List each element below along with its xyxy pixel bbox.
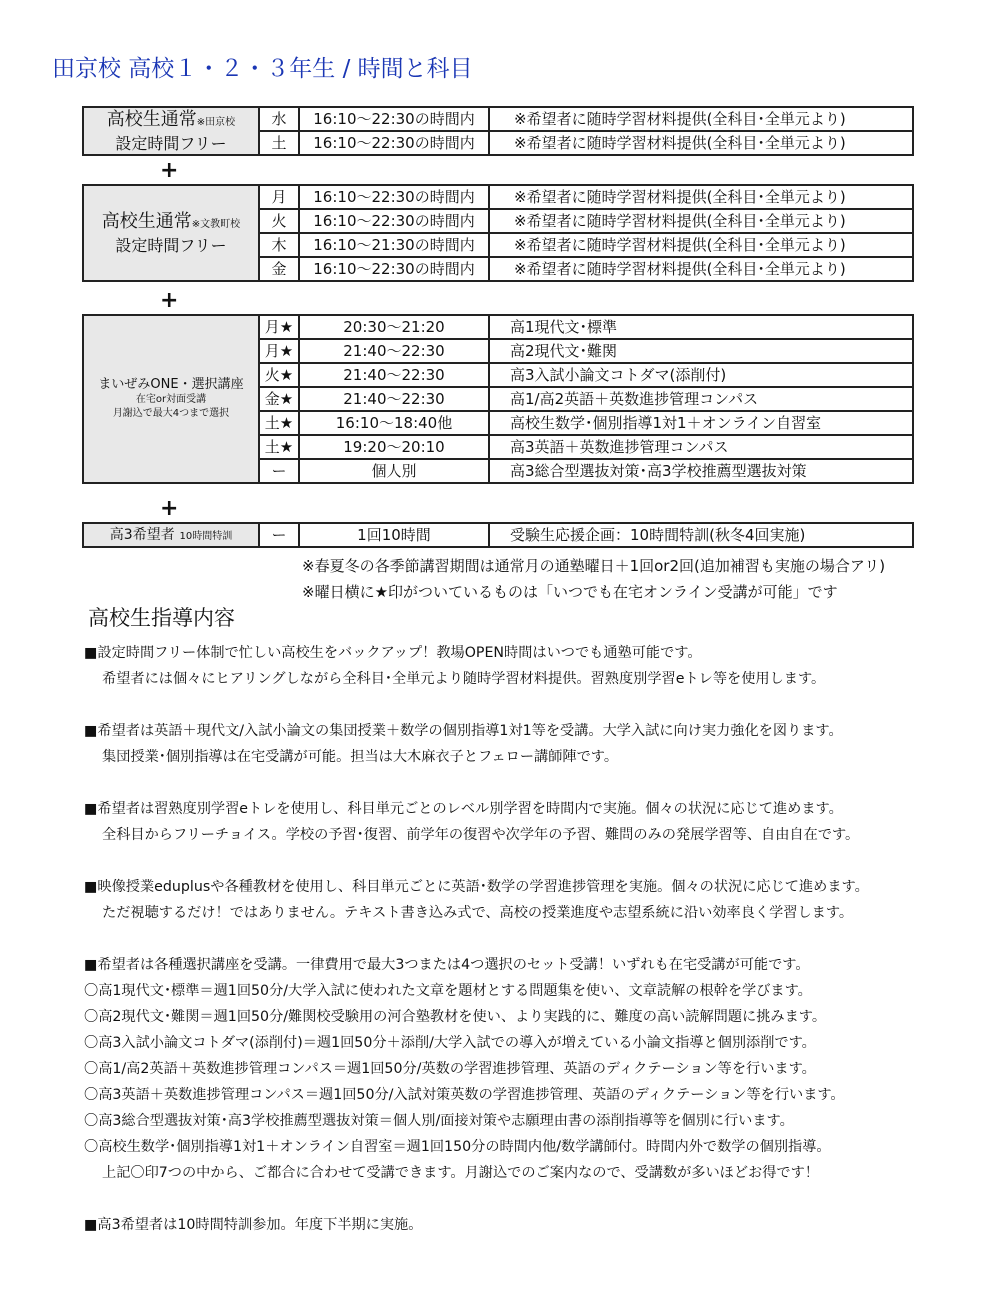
guidance-content <box>84 640 984 1238</box>
time-cell: 16:10〜22:30の時間内 <box>299 209 489 233</box>
time-cell: 16:10〜21:30の時間内 <box>299 233 489 257</box>
day-cell: 火 <box>259 209 299 233</box>
day-cell: 月★ <box>259 315 299 339</box>
campus-note: ※文教町校 <box>191 218 241 230</box>
time-cell: 21:40〜22:30 <box>299 387 489 411</box>
plus-sign: + <box>160 288 179 313</box>
course-subtitle: 月謝込で最大4つまで選択 <box>112 408 230 419</box>
course-name: 高校生通常 <box>101 210 192 232</box>
body-line: 上記〇印7つの中から、ご都合に合わせて受講できます。月謝込でのご案内なので、受講数が多いほどお得です！ <box>102 1165 819 1181</box>
body-line: 集団授業･個別指導は在宅受講が可能。担当は大木麻衣子とフェロー講師陣です。 <box>102 749 619 765</box>
note-cell: 高1/高2英語＋英数進捗管理コンパス <box>489 387 913 411</box>
course-name: 高校生通常 <box>106 108 197 130</box>
body-line: 〇高1/高2英語＋英数進捗管理コンパス＝週1回50分/英数の学習進捗管理、英語のディクテーション等を行います。 <box>84 1061 816 1077</box>
body-line: 〇高校生数学･個別指導1対1＋オンライン自習室＝週1回150分の時間内他/数学講師付。時間内外で数学の個別指導。 <box>84 1139 831 1155</box>
body-line: 〇高3入試小論文コトダマ(添削付)＝週1回50分＋添削/大学入試での導入が増えている小論文指導と個別添削です。 <box>84 1035 816 1051</box>
note-cell: ※希望者に随時学習材料提供(全科目･全単元より) <box>489 233 913 257</box>
time-cell: 21:40〜22:30 <box>299 339 489 363</box>
body-line: 全科目からフリーチョイス。学校の予習･復習、前学年の復習や次学年の予習、難問のみの発展学習等、自由自在です。 <box>102 827 860 843</box>
section-title: 高校生指導内容 <box>88 606 235 630</box>
time-cell: 16:10〜22:30の時間内 <box>299 185 489 209</box>
time-cell: 21:40〜22:30 <box>299 363 489 387</box>
table-row <box>83 315 913 339</box>
note-cell: 高3総合型選抜対策･高3学校推薦型選抜対策 <box>489 459 913 483</box>
day-cell: 土 <box>259 131 299 155</box>
time-cell: 19:20〜20:10 <box>299 435 489 459</box>
body-line: 〇高2現代文･難関＝週1回50分/難関校受験用の河合塾教材を使い、より実践的に、難度の高い読解問題に挑みます。 <box>84 1009 827 1025</box>
course-subtitle: 設定時間フリー <box>115 133 227 153</box>
note-cell: 高2現代文･難関 <box>489 339 913 363</box>
course-name: 高3希望者 <box>109 526 175 543</box>
campus-note: ※田京校 <box>196 116 236 128</box>
note-cell: 高校生数学･個別指導1対1＋オンライン自習室 <box>489 411 913 435</box>
table-row <box>83 523 913 547</box>
body-line: ■映像授業eduplusや各種教材を使用し、科目単元ごとに英語･数学の学習進捗管理を実施。個々の状況に応じて進めます。 <box>84 879 869 895</box>
body-line: ただ視聴するだけ！ではありません。テキスト書き込み式で、高校の授業進度や志望系統に沿い効率良く学習します。 <box>102 905 854 921</box>
day-cell: 金 <box>259 257 299 281</box>
page-title: 田京校 高校１・２・３年生 / 時間と科目 <box>52 56 473 82</box>
day-cell: ー <box>259 523 299 547</box>
day-cell: 木 <box>259 233 299 257</box>
time-cell: 20:30〜21:20 <box>299 315 489 339</box>
note-cell: ※希望者に随時学習材料提供(全科目･全単元より) <box>489 257 913 281</box>
note-cell: ※希望者に随時学習材料提供(全科目･全単元より) <box>489 185 913 209</box>
course-header <box>83 107 259 155</box>
table-row <box>83 185 913 209</box>
time-cell: 16:10〜22:30の時間内 <box>299 257 489 281</box>
course-subtitle: 在宅or対面受講 <box>135 394 207 405</box>
note-cell: ※希望者に随時学習材料提供(全科目･全単元より) <box>489 209 913 233</box>
day-cell: 土★ <box>259 411 299 435</box>
day-cell: 火★ <box>259 363 299 387</box>
note-cell: 高1現代文･標準 <box>489 315 913 339</box>
course-note: 10時間特訓 <box>179 530 233 542</box>
time-cell: 16:10〜22:30の時間内 <box>299 131 489 155</box>
table-row <box>83 107 913 131</box>
time-cell: 16:10〜22:30の時間内 <box>299 107 489 131</box>
day-cell: 水 <box>259 107 299 131</box>
plus-sign: + <box>160 496 179 521</box>
body-line: ■高3希望者は10時間特訓参加。年度下半期に実施。 <box>84 1217 423 1233</box>
body-line: 〇高1現代文･標準＝週1回50分/大学入試に使われた文章を題材とする問題集を使い、文章読解の根幹を学びます。 <box>84 983 812 999</box>
footnote: ※曜日横に★印がついているものは「いつでも在宅オンライン受講が可能」です <box>302 583 838 601</box>
course-header <box>83 315 259 483</box>
note-cell: 高3入試小論文コトダマ(添削付) <box>489 363 913 387</box>
body-line: ■希望者は各種選択講座を受講。一律費用で最大3つまたは4つ選択のセット受講！いずれも在宅受講が可能です。 <box>84 957 810 973</box>
course-name: まいぜみONE・選択講座 <box>98 377 244 392</box>
course-header <box>83 185 259 281</box>
schedule-table-takyo <box>82 106 914 156</box>
time-cell: 16:10〜18:40他 <box>299 411 489 435</box>
body-line: ■設定時間フリー体制で忙しい高校生をバックアップ！教場OPEN時間はいつでも通塾可能です。 <box>84 645 702 661</box>
day-cell: 土★ <box>259 435 299 459</box>
schedule-table-bunkyocho <box>82 184 914 282</box>
plus-sign: + <box>160 158 179 183</box>
schedule-table-selective <box>82 314 914 484</box>
day-cell: ー <box>259 459 299 483</box>
body-line: 〇高3総合型選抜対策･高3学校推薦型選抜対策＝個人別/面接対策や志願理由書の添削指導等を個別に行います。 <box>84 1113 794 1129</box>
course-subtitle: 設定時間フリー <box>115 235 227 255</box>
note-cell: 受験生応援企画：10時間特訓(秋冬4回実施) <box>489 523 913 547</box>
body-line: 〇高3英語＋英数進捗管理コンパス＝週1回50分/入試対策英数の学習進捗管理、英語のディクテーション等を行います。 <box>84 1087 845 1103</box>
schedule-table-intensive <box>82 522 914 548</box>
note-cell: ※希望者に随時学習材料提供(全科目･全単元より) <box>489 107 913 131</box>
course-header <box>83 523 259 547</box>
day-cell: 月 <box>259 185 299 209</box>
body-line: 希望者には個々にヒアリングしながら全科目･全単元より随時学習材料提供。習熟度別学習eトレ等を使用します。 <box>102 671 826 687</box>
time-cell: 個人別 <box>299 459 489 483</box>
day-cell: 月★ <box>259 339 299 363</box>
body-line: ■希望者は習熟度別学習eトレを使用し、科目単元ごとのレベル別学習を時間内で実施。個々の状況に応じて進めます。 <box>84 801 843 817</box>
day-cell: 金★ <box>259 387 299 411</box>
footnote: ※春夏冬の各季節講習期間は通常月の通塾曜日＋1回or2回(追加補習も実施の場合アリ) <box>302 557 886 575</box>
note-cell: 高3英語＋英数進捗管理コンパス <box>489 435 913 459</box>
note-cell: ※希望者に随時学習材料提供(全科目･全単元より) <box>489 131 913 155</box>
body-line: ■希望者は英語＋現代文/入試小論文の集団授業＋数学の個別指導1対1等を受講。大学入試に向け実力強化を図ります。 <box>84 723 843 739</box>
time-cell: 1回10時間 <box>299 523 489 547</box>
